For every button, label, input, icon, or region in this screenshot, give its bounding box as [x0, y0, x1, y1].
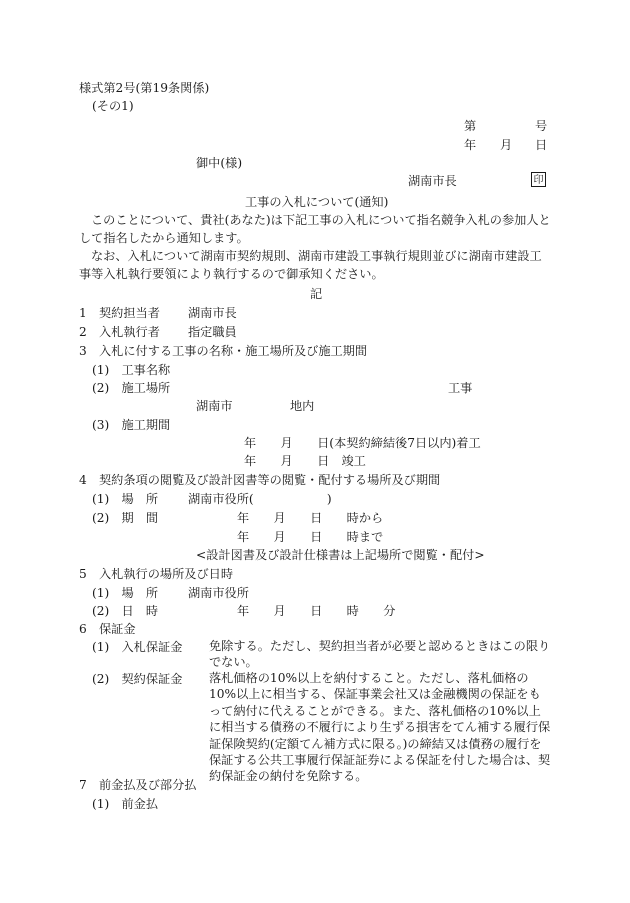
item-5-label: 5 入札執行の場所及び日時	[79, 567, 234, 581]
item-6-1-label: (1) 入札保証金	[92, 640, 183, 654]
doc-number-suffix: 号	[535, 119, 548, 133]
item-6-label: 6 保証金	[79, 622, 136, 636]
item-3-2-label: (2) 施工場所	[92, 381, 171, 395]
item-6-2-label: (2) 契約保証金	[92, 672, 183, 686]
item-3-2-city: 湖南市	[196, 399, 233, 413]
document-title: 工事の入札について(通知)	[245, 195, 389, 209]
form-number: 様式第2号(第19条関係)	[79, 81, 210, 95]
item-5-2-value: 年 月 日 時 分	[237, 604, 396, 618]
item-4-2-to: 年 月 日 時まで	[237, 530, 384, 544]
item-3-1-label: (1) 工事名称	[92, 363, 171, 377]
item-5-2-label: (2) 日 時	[92, 604, 159, 618]
item-2-value: 指定職員	[188, 325, 237, 339]
addressee: 御中(様)	[196, 156, 243, 170]
item-1-label: 1 契約担当者	[79, 306, 160, 320]
date-month: 月	[500, 138, 513, 152]
item-3-3-end: 年 月 日 竣工	[244, 454, 366, 468]
item-4-2-label: (2) 期 間	[92, 511, 159, 525]
item-4-1-label: (1) 場 所	[92, 492, 159, 506]
item-3-label: 3 入札に付する工事の名称・施工場所及び施工期間	[79, 344, 368, 358]
item-3-2-kouji: 工事	[448, 381, 473, 395]
sender-name: 湖南市長	[408, 174, 457, 188]
item-3-3-label: (3) 施工期間	[92, 418, 171, 432]
item-3-3-start: 年 月 日(本契約締結後7日以内)着工	[244, 436, 481, 450]
item-4-2-from: 年 月 日 時から	[237, 511, 384, 525]
body-paragraph-2: なお、入札について湖南市契約規則、湖南市建設工事執行規則並びに湖南市建設工事等入札執行要領により執行するので御承知ください。	[79, 249, 542, 281]
item-6-2-text: 落札価格の10%以上を納付すること。ただし、落札価格の10%以上に相当する、保証事業会社又は金融機関の保証をもって納付に代えることができる。また、落札価格の10%以上に相当する債務の不履行により生ずる損害をてん補する履行保証保険契約(定額てん補方式に限る。)の締結又は債務の履行を保証する公共工事履行保証証券による保証を付した場合は、契約保証金の納付を免除する。	[209, 671, 551, 784]
ki-heading: 記	[310, 287, 323, 301]
item-4-note: <設計図書及び設計仕様書は上記場所で閲覧・配付>	[196, 548, 485, 562]
item-1-value: 湖南市長	[188, 306, 237, 320]
item-2-label: 2 入札執行者	[79, 325, 160, 339]
item-6-1-text: 免除する。ただし、契約担当者が必要と認めるときはこの限りでない。	[209, 639, 551, 669]
date-year: 年	[464, 138, 477, 152]
item-5-1-value: 湖南市役所	[188, 586, 249, 600]
item-3-2-chinai: 地内	[290, 399, 315, 413]
doc-number-prefix: 第	[464, 119, 477, 133]
date-day: 日	[535, 138, 548, 152]
item-5-1-label: (1) 場 所	[92, 586, 159, 600]
part-label: (その1)	[92, 99, 134, 113]
item-7-1-label: (1) 前金払	[92, 797, 159, 811]
seal-label: 印	[533, 175, 544, 186]
seal-stamp	[531, 172, 546, 187]
item-4-label: 4 契約条項の閲覧及び設計図書等の閲覧・配付する場所及び期間	[79, 473, 441, 487]
body-paragraph-1: このことについて、貴社(あなた)は下記工事の入札について指名競争入札の参加人として指名したから通知します。	[79, 213, 551, 245]
item-4-1-value: 湖南市役所( )	[188, 492, 332, 506]
item-7-label: 7 前金払及び部分払	[79, 778, 197, 792]
